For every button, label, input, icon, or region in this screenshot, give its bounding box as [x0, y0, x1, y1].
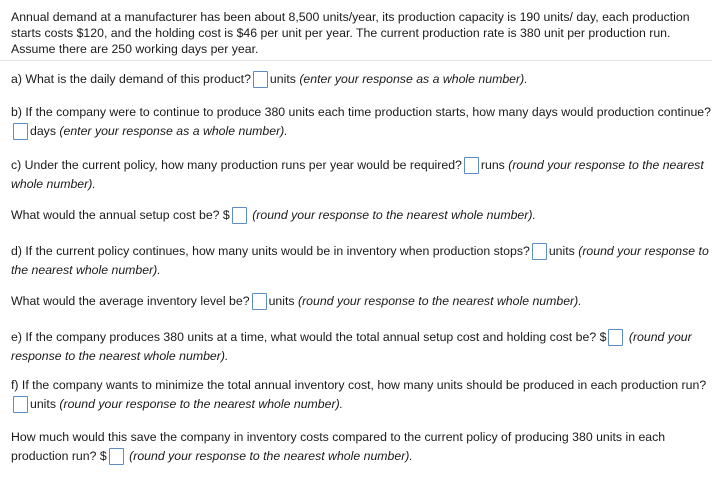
question-c-hint: (round your response to the nearest whole number).: [11, 158, 704, 191]
question-f2: [11, 428, 717, 466]
question-d-unit: units: [548, 244, 575, 258]
answer-f2-input[interactable]: [109, 448, 124, 465]
answer-d2-input[interactable]: [252, 293, 267, 310]
question-d-hint: (round your response to the nearest whole number).: [11, 244, 709, 277]
question-c-text: c) Under the current policy, how many production runs per year would be required?: [11, 158, 462, 172]
question-b-hint: (enter your response as a whole number).: [59, 124, 288, 138]
question-f-unit: units: [30, 397, 56, 411]
question-e: [11, 328, 717, 366]
question-e-text: e) If the company produces 380 units at a time, what would the total annual setup cost and holding cost be? $: [11, 330, 607, 344]
question-d-text: d) If the current policy continues, how many units would be in inventory when production stops?: [11, 244, 530, 258]
question-b-unit: days: [30, 124, 56, 138]
question-f-hint: (round your response to the nearest whole number).: [59, 397, 344, 411]
question-c: [11, 156, 717, 194]
problem-text: Annual demand at a manufacturer has been about 8,500 units/year, its production capacity is 190 units/ day, each production starts costs $120, and the holding cost is $46 per unit per year. The current production rate is 380 unit per production run. Assume there are 250 working days per year.: [11, 10, 690, 56]
answer-b-input[interactable]: [13, 123, 28, 140]
question-d2: [11, 292, 717, 311]
question-b: [11, 103, 717, 141]
question-a-hint: (enter your response as a whole number).: [299, 72, 528, 86]
answer-c2-input[interactable]: [232, 207, 247, 224]
question-c2: [11, 206, 717, 225]
question-c2-hint: (round your response to the nearest whole number).: [252, 208, 536, 222]
question-d2-hint: (round your response to the nearest whole number).: [297, 294, 582, 308]
question-a-text: a) What is the daily demand of this product?: [11, 72, 251, 86]
answer-e-input[interactable]: [608, 329, 623, 346]
question-f: [11, 376, 717, 414]
question-c2-text: What would the annual setup cost be? $: [11, 208, 230, 222]
question-b-text: b) If the company were to continue to produce 380 units each time production starts, how many days would production continue?: [11, 105, 711, 119]
question-f2-text: How much would this save the company in inventory costs compared to the current policy of producing 380 units in each production run? $: [11, 430, 666, 463]
question-c-unit: runs: [480, 158, 505, 172]
question-a: [11, 70, 717, 89]
question-f2-hint: (round your response to the nearest whole number).: [129, 449, 413, 463]
answer-a-input[interactable]: [253, 71, 268, 88]
question-a-unit: units: [269, 72, 296, 86]
answer-d-input[interactable]: [532, 243, 547, 260]
answer-f-input[interactable]: [13, 396, 28, 413]
problem-statement: [0, 0, 712, 61]
question-e-hint: (round your response to the nearest whole number).: [11, 330, 692, 363]
answer-c-input[interactable]: [464, 157, 479, 174]
question-d: [11, 242, 717, 280]
question-d2-unit: units: [268, 294, 295, 308]
question-f-text: f) If the company wants to minimize the total annual inventory cost, how many units should be produced in each production run?: [11, 378, 707, 392]
question-d2-text: What would the average inventory level be?: [11, 294, 250, 308]
